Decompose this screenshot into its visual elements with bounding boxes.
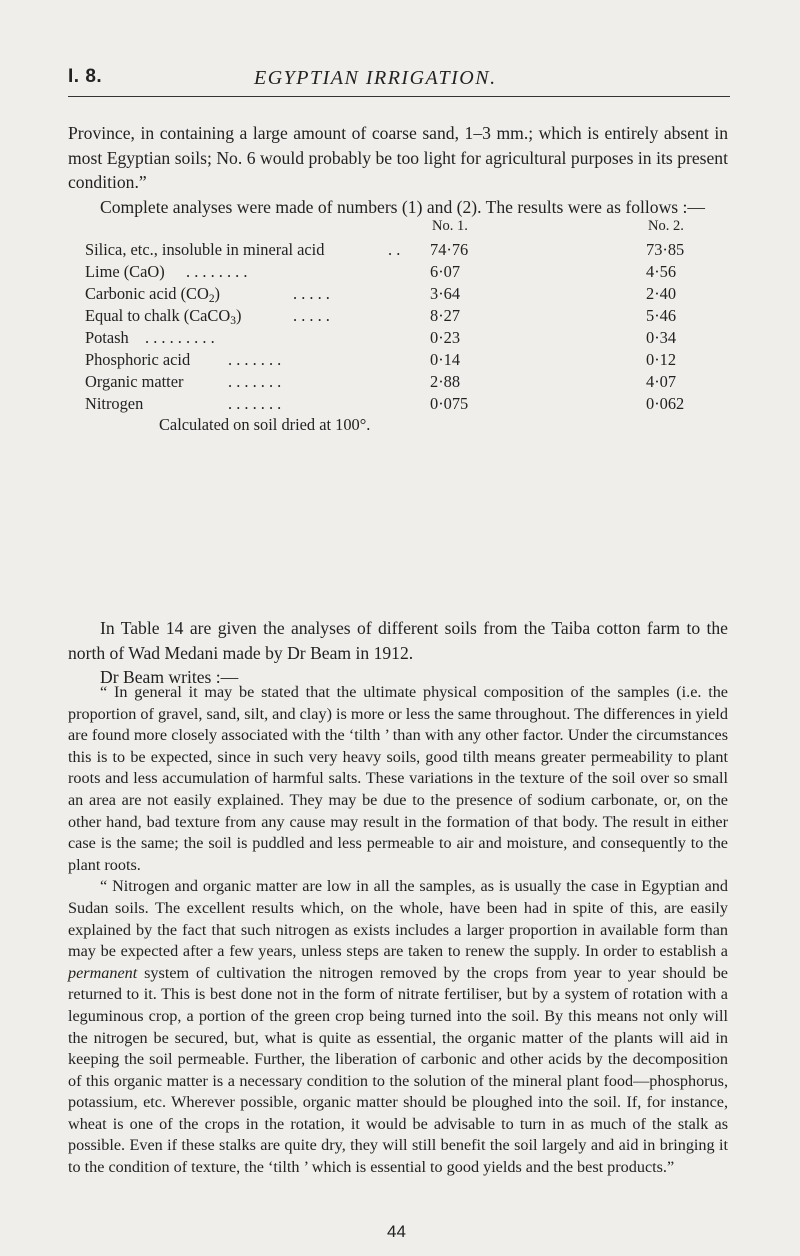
running-header [68,66,730,97]
value-no2: 73·85 [646,240,685,259]
leader-dots: . . . . . . . [228,394,282,413]
value-no1: 0·23 [430,328,461,347]
value-no2: 4·07 [646,372,677,391]
table-row [68,306,728,328]
table-caption: Calculated on soil dried at 100°. [159,415,371,434]
page-number: 44 [387,1222,406,1241]
leader-dots: . . [388,240,401,259]
leader-dots: . . . . . [293,284,330,303]
running-title: EGYPTIAN IRRIGATION. [254,67,497,89]
quote-paragraph-nitrogen: “ Nitrogen and organic matter are low in all the samples, as is usually the case in Egyptian and Sudan soils. The excellent results which, on the whole, have been had in spite of this, are easily explained by the fact that such nitrogen as exists includes a larger proportion in available form than may be expected after a few years, unless steps are taken to renew the supply. In order to establish a permanent system of cultivation the nitrogen removed by the crops from year to year should be returned to it. This is best done not in the form of nitrate fertiliser, but by a system of rotation with a leguminous crop, a portion of the green crop being turned into the soil. By this means not only will the nitrogen be secured, but, what is quite as essential, the organic matter of the plants will aid in keeping the soil permeable. Further, the liberation of carbonic and other acids by the decomposition of this organic matter is a necessary condition to the solution of the mineral plant food—phosphorus, potassium, etc. Wherever possible, organic matter should be ploughed into the soil. If, for instance, wheat is one of the crops in the rotation, it would be advisable to turn in as much of the stalk as possible. Even if these stalks are quite dry, they will still benefit the soil largely and aid in bringing it to the condition of texture, the ‘tilth ’ which is essential to good yields and the best products.” [68,877,728,1177]
table-row [68,328,728,350]
column-header-no1: No. 1. [432,218,468,234]
value-no2: 0·12 [646,350,677,369]
value-no2: 2·40 [646,284,677,303]
value-no1: 6·07 [430,262,461,281]
table-row [68,350,728,372]
section-number: I. 8. [68,66,103,87]
leader-dots: . . . . . . . . [186,262,248,281]
analyses-intro: Complete analyses were made of numbers (1) and (2). The results were as follows :— [100,196,706,217]
value-no1: 3·64 [430,284,461,303]
value-no2: 4·56 [646,262,677,281]
row-label: Potash [85,328,129,347]
table-14-intro: In Table 14 are given the analyses of different soils from the Taiba cotton farm to the north of Wad Medani made by Dr Beam in 1912. [68,618,728,663]
leader-dots: . . . . . [293,306,330,325]
value-no1: 74·76 [430,240,469,259]
table-row [68,284,728,306]
row-label: Equal to chalk (CaCO$_3$) [85,306,242,327]
continued-quote-text: Province, in containing a large amount of coarse sand, 1–3 mm.; which is entirely absent in most Egyptian soils; No. 6 would probably be too light for agricultural purposes in its present condition.” [68,123,728,192]
value-no1: 8·27 [430,306,461,325]
leader-dots: . . . . . . . [228,372,282,391]
table-14-paragraph [68,616,728,690]
quote-paragraph-tilth: “ In general it may be stated that the ultimate physical composition of the samples (i.e. the proportion of gravel, sand, silt, and clay) is more or less the same throughout. The differences in yield are found more closely associated with the ‘tilth ’ than with any other factor. Under the circumstances this is to be expected, since in such very heavy soils, good tilth means greater permeability to plant roots and less accumulation of harmful salts. These variations in the texture of the soil over so small an area are not easily explained. They may be due to the presence of sodium carbonate, or, on the other hand, bad texture from any cause may result in the formation of that body. The result in either case is the same; the soil is puddled and less permeable to air and moisture, and consequently to the plant roots. [68,683,728,874]
value-no1: 2·88 [430,372,461,391]
leader-dots: . . . . . . . . . [145,328,215,347]
leader-dots: . . . . . . . [228,350,282,369]
row-label: Phosphoric acid [85,350,191,369]
value-no1: 0·14 [430,350,461,369]
opening-paragraph [68,121,728,219]
row-label: Nitrogen [85,394,144,413]
value-no1: 0·075 [430,394,469,413]
row-label: Organic matter [85,372,184,391]
dr-beam-writes: Dr Beam writes :— [100,667,239,687]
table-row [68,240,728,262]
column-header-no2: No. 2. [648,218,684,234]
table-row [68,372,728,394]
value-no2: 5·46 [646,306,677,325]
dr-beam-quotation [68,682,728,1179]
value-no2: 0·062 [646,394,685,413]
table-row [68,262,728,284]
value-no2: 0·34 [646,328,677,347]
row-label: Silica, etc., insoluble in mineral acid [85,240,325,259]
table-row [68,394,728,416]
row-label: Carbonic acid $(CO_2)$ [85,284,221,305]
row-label: Lime (CaO) [85,262,165,281]
